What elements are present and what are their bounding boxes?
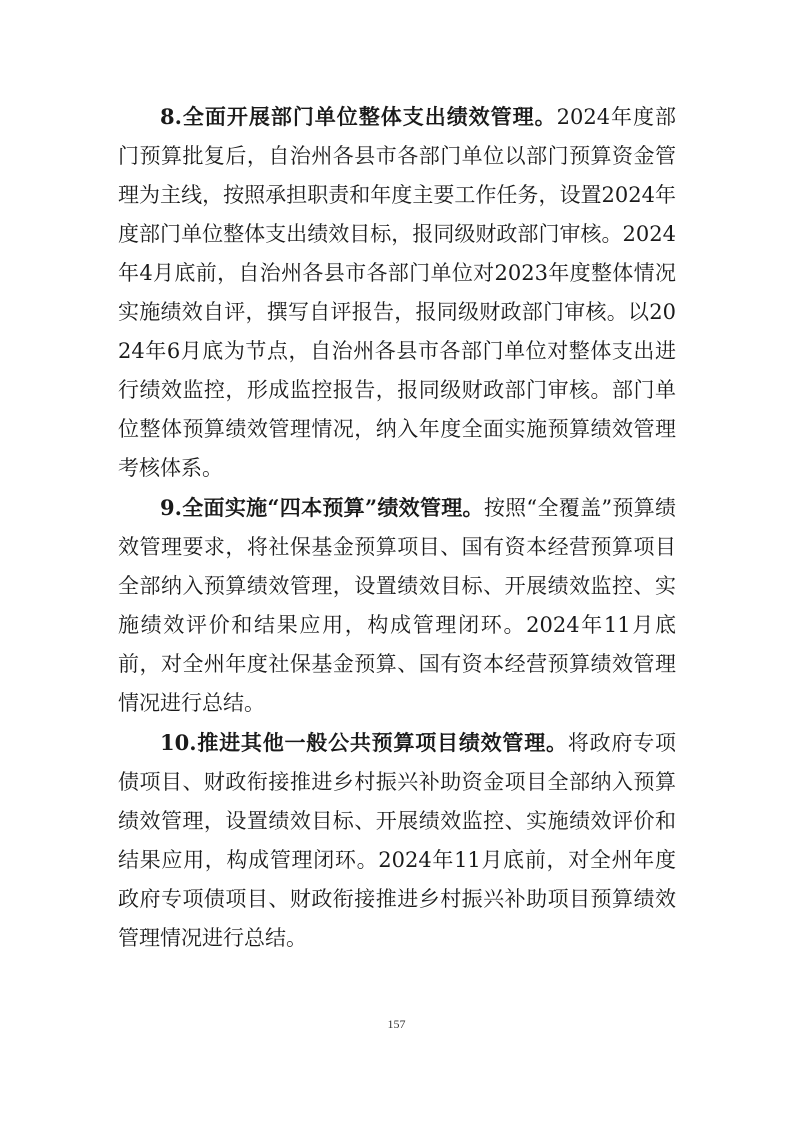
- page-number: 157: [387, 1017, 406, 1031]
- paragraph-heading: 9.全面实施“四本预算”绩效管理。: [160, 495, 484, 520]
- paragraph-text: 按照“全覆盖”预算绩效管理要求，将社保基金预算项目、国有资本经营预算项目全部纳入预算绩效管理，设置绩效目标、开展绩效监控、实施绩效评价和结果应用，构成管理闭环。2024年11月底前，对全州年度社保基金预算、国有资本经营预算绩效管理情况进行总结。: [118, 496, 676, 715]
- paragraph-heading: 8.全面开展部门单位整体支出绩效管理。: [160, 104, 557, 129]
- paragraph-text: 将政府专项债项目、财政衔接推进乡村振兴补助资金项目全部纳入预算绩效管理，设置绩效目标、开展绩效监控、实施绩效评价和结果应用，构成管理闭环。2024年11月底前，对全州年度政府专项债项目、财政衔接推进乡村振兴补助项目预算绩效管理情况进行总结。: [118, 731, 677, 950]
- paragraph-heading: 10.推进其他一般公共预算项目绩效管理。: [160, 730, 568, 755]
- paragraph-department-overall-expenditure: [118, 97, 676, 488]
- paragraph-other-public-budget-projects: [118, 723, 676, 958]
- paragraph-text: 2024年度部门预算批复后，自治州各县市各部门单位以部门预算资金管理为主线，按照承担职责和年度主要工作任务，设置2024年度部门单位整体支出绩效目标，报同级财政部门审核。2024年4月底前，自治州各县市各部门单位对2023年度整体情况实施绩效自评，撰写自评报告，报同级财政部门审核。以2024年6月底为节点，自治州各县市各部门单位对整体支出进行绩效监控，形成监控报告，报同级财政部门审核。部门单位整体预算绩效管理情况，纳入年度全面实施预算绩效管理考核体系。: [118, 105, 676, 480]
- paragraph-four-budgets: [118, 488, 676, 723]
- document-body: [118, 97, 676, 958]
